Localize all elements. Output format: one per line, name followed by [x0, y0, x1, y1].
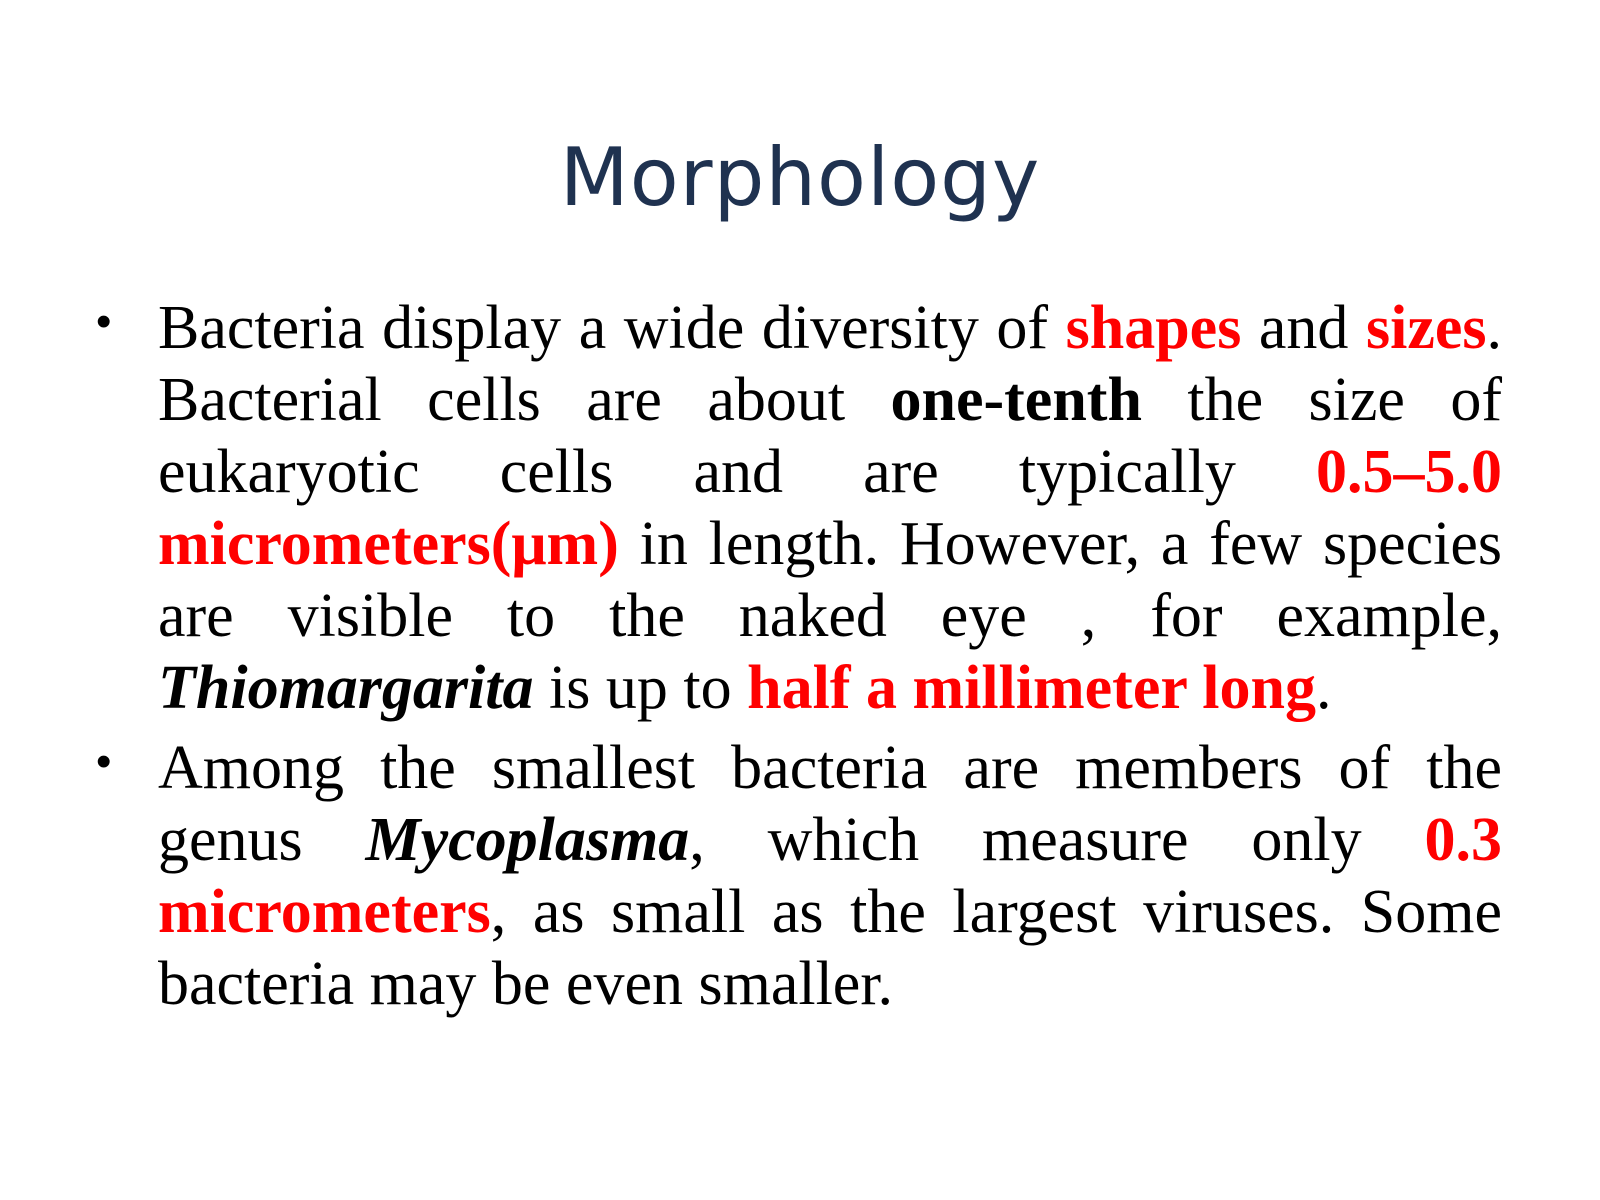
slide-title: Morphology — [559, 131, 1041, 224]
bullet-text: Bacteria display a wide diversity of — [158, 294, 1066, 362]
bullet-text: is up to — [533, 654, 748, 722]
emphasis-one-tenth: one-tenth — [890, 366, 1142, 434]
bullet-item-smallest-bacteria — [92, 732, 1502, 1020]
bullet-text: . — [1315, 654, 1332, 722]
bullet-text: the size of eukaryotic cells and are typically — [158, 366, 1503, 506]
genus-name-mycoplasma: Mycoplasma — [365, 806, 690, 874]
species-name-thiomargarita: Thiomargarita — [158, 654, 534, 722]
bullet-item-bacteria-diversity — [92, 292, 1502, 724]
emphasis-shapes: shapes — [1065, 294, 1242, 362]
emphasis-half-millimeter: half a millimeter long — [747, 654, 1316, 722]
bullet-icon: • — [96, 297, 112, 346]
bullet-list — [92, 292, 1502, 1028]
bullet-text: , which measure only — [689, 806, 1425, 874]
emphasis-0-3-micrometers: 0.3 micrometers — [158, 806, 1502, 946]
bullet-text: in length. However, a few species are visible to the naked eye , for example, — [158, 510, 1502, 650]
bullet-text: and — [1241, 294, 1366, 362]
bullet-icon: • — [96, 737, 112, 786]
bullet-text: Among the smallest bacteria are members of the genus — [158, 734, 1502, 874]
emphasis-size-range: 0.5–5.0 micrometers(μm) — [158, 438, 1502, 578]
bullet-text: , as small as the largest viruses. Some bacteria may be even smaller. — [158, 878, 1502, 1018]
bullet-text: . Bacterial cells are about — [158, 294, 1502, 434]
emphasis-sizes: sizes — [1365, 294, 1487, 362]
